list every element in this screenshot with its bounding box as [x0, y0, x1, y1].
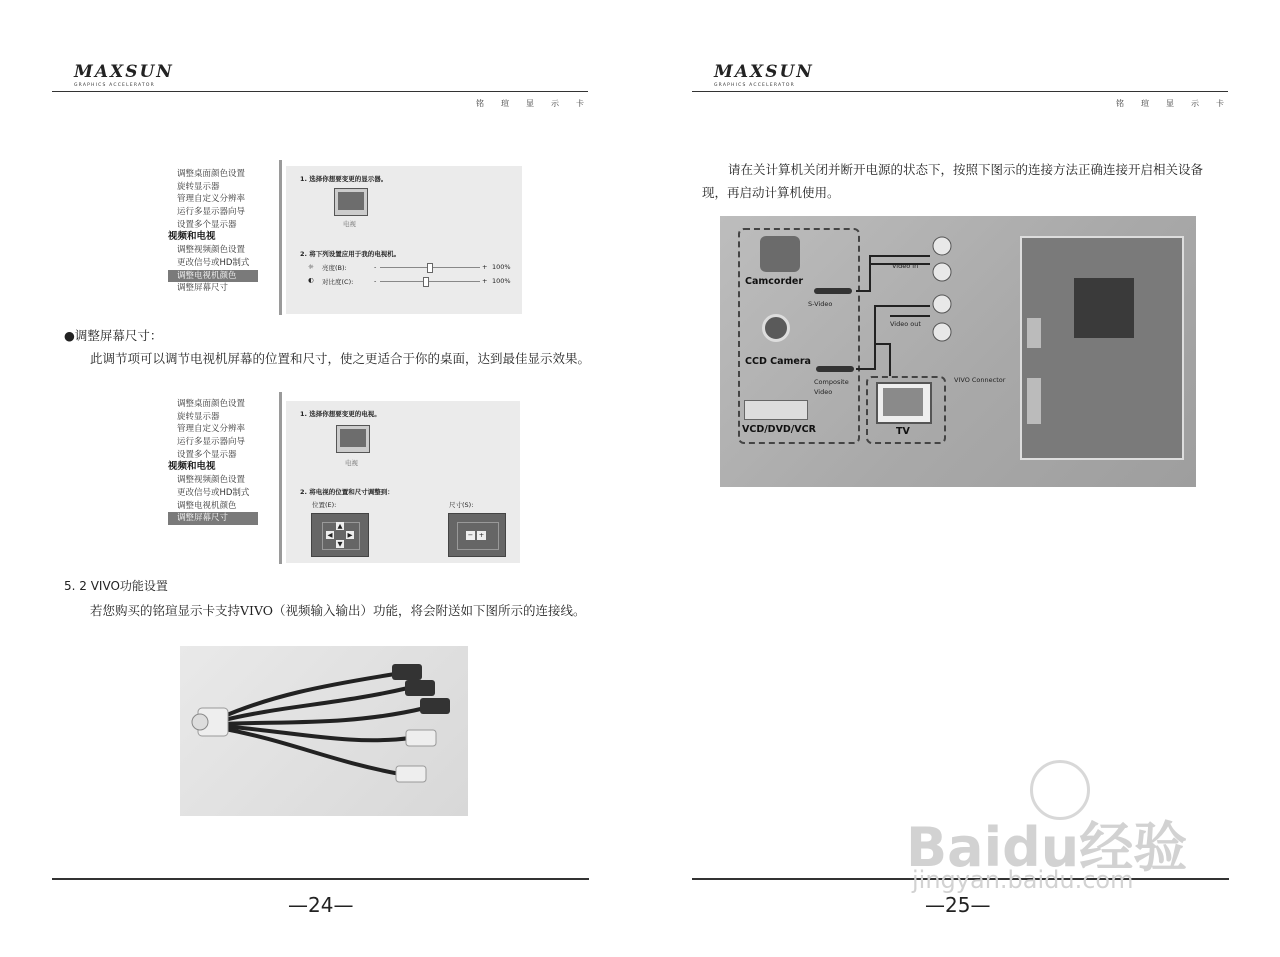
size-control[interactable] [448, 513, 506, 557]
contrast-icon: ◐ [308, 276, 314, 284]
bullet-description: 此调节项可以调节电视机屏幕的位置和尺寸，使之更适合于你的桌面，达到最佳显示效果。 [90, 351, 591, 366]
menu-item[interactable]: 调整桌面颜色设置 [177, 399, 246, 409]
header-rule [692, 91, 1228, 92]
menu-item[interactable]: 管理自定义分辨率 [177, 424, 246, 435]
graphics-card-icon [1020, 236, 1184, 460]
brightness-value: 100% [492, 263, 511, 271]
tv-icon[interactable] [336, 425, 370, 453]
menu-section-header: 视频和电视 [168, 231, 216, 243]
menu-item[interactable]: 调整桌面颜色设置 [177, 169, 246, 179]
menu-item[interactable]: 旋转显示器 [177, 411, 220, 422]
brightness-plus: + [482, 263, 488, 271]
ccd-camera-label: CCD Camera [745, 356, 811, 367]
brightness-slider-thumb[interactable] [427, 263, 433, 273]
step2-label: 2. 将下列设置应用于我的电视机。 [300, 250, 401, 258]
brightness-icon: ☼ [308, 263, 314, 271]
arrow-left-icon[interactable]: ◀ [327, 531, 333, 539]
menu-item[interactable]: 调整视频颜色设置 [177, 245, 246, 256]
instruction-line-1: 请在关计算机关闭并断开电源的状态下，按照下图示的连接方法正确连接开启相关设备 [728, 162, 1204, 177]
page-number-left: —24— [288, 893, 354, 917]
video-out-label: Video out [890, 320, 921, 328]
shrink-icon[interactable]: − [467, 531, 474, 539]
menu-item[interactable]: 更改信号或HD制式 [177, 487, 250, 498]
menu-section-header: 视频和电视 [168, 461, 216, 473]
watermark-brand-cn: 经验 [1079, 816, 1188, 879]
connection-diagram [720, 216, 1196, 487]
section-description: 若您购买的铭瑄显示卡支持VIVO（视频输入输出）功能，将会附送如下图所示的连接线。 [90, 603, 586, 618]
tv-icon[interactable] [334, 188, 368, 216]
tv-label: TV [896, 426, 910, 437]
video-in-label: Video in [892, 262, 919, 270]
divider-bar [279, 392, 282, 564]
menu-item[interactable]: 旋转显示器 [177, 181, 220, 192]
composite-label-1: Composite [814, 378, 849, 386]
tv-icon-label: 电视 [345, 459, 358, 467]
position-control[interactable] [311, 513, 369, 557]
bullet-heading: ●调整屏幕尺寸： [64, 328, 163, 343]
instruction-line-2: 现，再启动计算机使用。 [702, 185, 840, 200]
header-series-title: 铭瑄显示卡 [476, 99, 601, 108]
brand-logo: MAXSUN [714, 62, 814, 82]
header-rule [52, 91, 588, 92]
contrast-value: 100% [492, 277, 511, 285]
s-video-label: S-Video [808, 300, 833, 308]
menu-item[interactable]: 调整视频颜色设置 [177, 475, 246, 486]
footer-rule [52, 878, 589, 880]
arrow-down-icon[interactable]: ▼ [337, 540, 343, 548]
menu-item[interactable]: 调整屏幕尺寸 [168, 512, 258, 525]
page-number-right: —25— [925, 893, 991, 917]
contrast-slider[interactable] [380, 281, 480, 282]
brightness-minus: - [374, 263, 377, 271]
step1-label: 1. 选择你想要变更的显示器。 [300, 175, 388, 183]
tv-icon-label: 电视 [343, 220, 356, 228]
brand-logo-subtitle: GRAPHICS ACCELERATOR [74, 83, 155, 88]
vivo-cable-photo [180, 646, 468, 816]
composite-label-2: Video [814, 388, 833, 396]
size-label: 尺寸(S): [449, 501, 474, 509]
watermark-url: jingyan.baidu.com [912, 866, 1134, 894]
menu-item[interactable]: 运行多显示器向导 [177, 437, 246, 448]
menu-item[interactable]: 更改信号或HD制式 [177, 257, 250, 268]
section-title: 5. 2 VIVO功能设置 [64, 579, 168, 593]
menu-item[interactable]: 运行多显示器向导 [177, 207, 246, 218]
vivo-cable-illustration [180, 646, 468, 816]
step2-label: 2. 将电视的位置和尺寸调整到： [300, 488, 394, 496]
arrow-up-icon[interactable]: ▲ [337, 522, 343, 530]
menu-item[interactable]: 调整电视机颜色 [177, 500, 237, 511]
contrast-plus: + [482, 277, 488, 285]
brand-logo-subtitle: GRAPHICS ACCELERATOR [714, 83, 795, 88]
menu-item[interactable]: 设置多个显示器 [177, 219, 237, 230]
menu-item[interactable]: 管理自定义分辨率 [177, 194, 246, 205]
divider-bar [279, 160, 282, 315]
settings-menu-2 [168, 398, 258, 525]
contrast-label: 对比度(C): [322, 278, 354, 286]
contrast-slider-thumb[interactable] [423, 277, 429, 287]
settings-panel-size [286, 401, 520, 563]
position-label: 位置(E): [312, 501, 337, 509]
menu-item[interactable]: 调整屏幕尺寸 [177, 283, 229, 294]
brand-logo: MAXSUN [74, 62, 174, 82]
paw-icon [1030, 760, 1090, 820]
watermark-brand-latin: Bai [906, 816, 1003, 879]
vcd-label: VCD/DVD/VCR [742, 424, 816, 435]
camcorder-label: Camcorder [745, 276, 804, 287]
brightness-label: 亮度(B): [322, 264, 347, 272]
settings-menu-1 [168, 168, 258, 295]
contrast-minus: - [374, 277, 377, 285]
header-series-title: 铭瑄显示卡 [1116, 99, 1241, 108]
step1-label: 1. 选择你想要变更的电视。 [300, 410, 381, 418]
settings-panel-brightness [286, 166, 522, 314]
menu-item[interactable]: 调整电视机颜色 [168, 270, 258, 283]
tv-icon [876, 382, 932, 424]
enlarge-icon[interactable]: + [478, 531, 485, 539]
watermark-brand-du: du [1002, 816, 1080, 879]
arrow-right-icon[interactable]: ▶ [347, 531, 353, 539]
vivo-connector-label: VIVO Connector [954, 376, 1006, 384]
menu-item[interactable]: 设置多个显示器 [177, 449, 237, 460]
